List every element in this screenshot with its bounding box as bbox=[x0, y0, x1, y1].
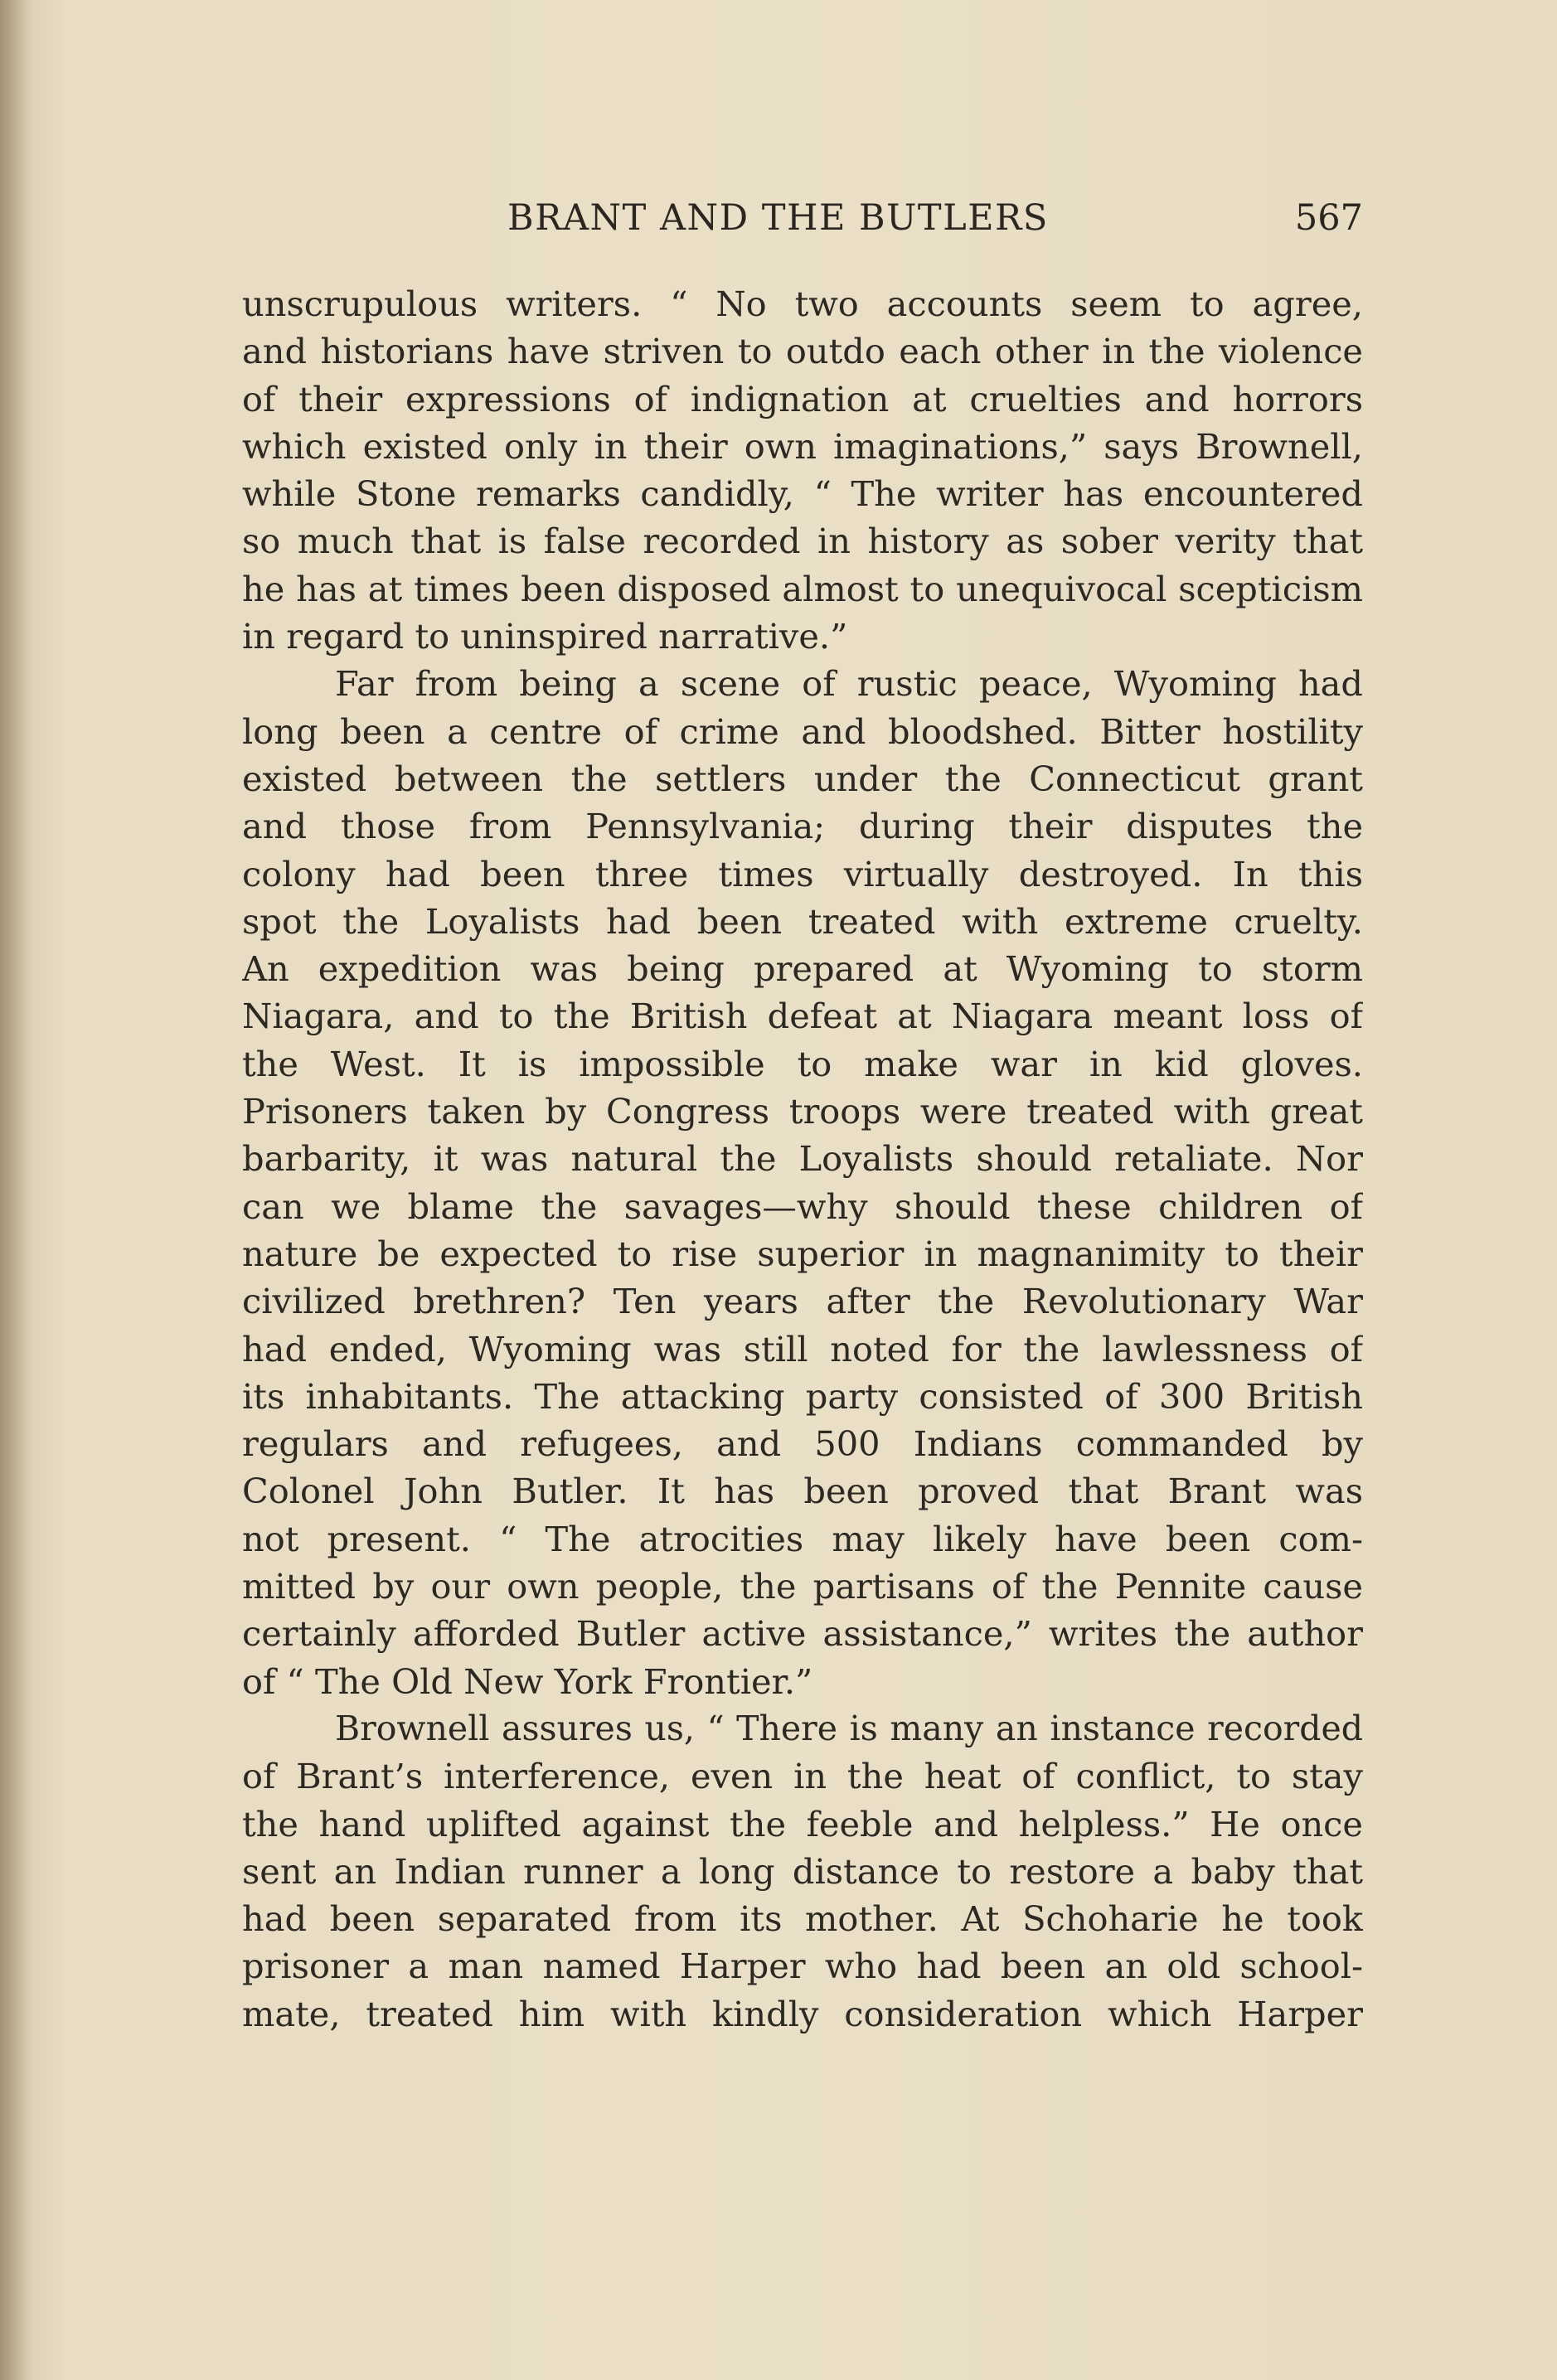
running-head bbox=[242, 197, 1363, 247]
text-line: Brownell assures us, “ There is many an instance recorded bbox=[335, 1708, 1363, 1748]
text-line: the hand uplifted against the feeble and helpless.” He once bbox=[242, 1803, 1363, 1844]
text-line: nature be expected to rise superior in magnanimity to their bbox=[242, 1233, 1363, 1274]
text-line: long been a centre of crime and bloodshed. Bitter hostility bbox=[242, 710, 1363, 752]
text-line: in regard to uninspired narrative.” bbox=[242, 616, 848, 657]
text-line: while Stone remarks candidly, “ The writer has encountered bbox=[242, 473, 1363, 515]
gutter-shadow bbox=[0, 0, 33, 2380]
text-line: An expedition was being prepared at Wyoming to storm bbox=[242, 948, 1363, 990]
text-line: Colonel John Butler. It has been proved that Brant was bbox=[242, 1471, 1363, 1512]
page-number: 567 bbox=[1294, 197, 1363, 239]
text-line: unscrupulous writers. “ No two accounts seem to agree, bbox=[242, 284, 1363, 324]
text-line: civilized brethren? Ten years after the Revolutionary War bbox=[242, 1281, 1363, 1322]
text-line: spot the Loyalists had been treated with extreme cruelty. bbox=[242, 900, 1363, 942]
text-line: mitted by our own people, the partisans of the Pennite cause bbox=[242, 1566, 1363, 1607]
text-line: prisoner a man named Harper who had been an old school- bbox=[242, 1946, 1363, 1987]
text-line: so much that is false recorded in history as sober verity that bbox=[242, 521, 1363, 562]
text-line: regulars and refugees, and 500 Indians commanded by bbox=[242, 1423, 1363, 1465]
text-line: not present. “ The atrocities may likely have been com- bbox=[242, 1518, 1363, 1559]
text-line: which existed only in their own imaginations,” says Brownell, bbox=[242, 425, 1363, 467]
text-line: can we blame the savages—why should these children of bbox=[242, 1185, 1363, 1227]
text-line: had ended, Wyoming was still noted for the lawlessness of bbox=[242, 1328, 1363, 1369]
text-line: Prisoners taken by Congress troops were treated with great bbox=[242, 1091, 1363, 1132]
text-line: its inhabitants. The attacking party consisted of 300 British bbox=[242, 1375, 1363, 1417]
text-line: existed between the settlers under the Connecticut grant bbox=[242, 758, 1363, 799]
text-line: colony had been three times virtually destroyed. In this bbox=[242, 853, 1363, 894]
text-line: of Brant’s interference, even in the heat of conflict, to stay bbox=[242, 1756, 1363, 1797]
text-line: barbarity, it was natural the Loyalists should retaliate. Nor bbox=[242, 1138, 1363, 1180]
text-line: and historians have striven to outdo each other in the violence bbox=[242, 331, 1363, 372]
text-line: and those from Pennsylvania; during their disputes the bbox=[242, 806, 1363, 847]
text-line: sent an Indian runner a long distance to restore a baby that bbox=[242, 1850, 1363, 1892]
text-line: he has at times been disposed almost to unequivocal scepticism bbox=[242, 568, 1363, 609]
body-text bbox=[242, 280, 1363, 2038]
text-line: the West. It is impossible to make war in kid gloves. bbox=[242, 1043, 1363, 1084]
text-line: Niagara, and to the British defeat at Niagara meant loss of bbox=[242, 996, 1363, 1037]
text-line: of their expressions of indignation at cruelties and horrors bbox=[242, 378, 1363, 419]
text-line: had been separated from its mother. At Schoharie he took bbox=[242, 1898, 1363, 1940]
text-line: mate, treated him with kindly consideration which Harper bbox=[242, 1993, 1363, 2034]
text-line: certainly afforded Butler active assistance,” writes the author bbox=[242, 1613, 1363, 1655]
running-title: BRANT AND THE BUTLERS bbox=[507, 197, 1049, 239]
text-line: of “ The Old New York Frontier.” bbox=[242, 1660, 813, 1702]
text-line: Far from being a scene of rustic peace, Wyoming had bbox=[335, 663, 1363, 705]
